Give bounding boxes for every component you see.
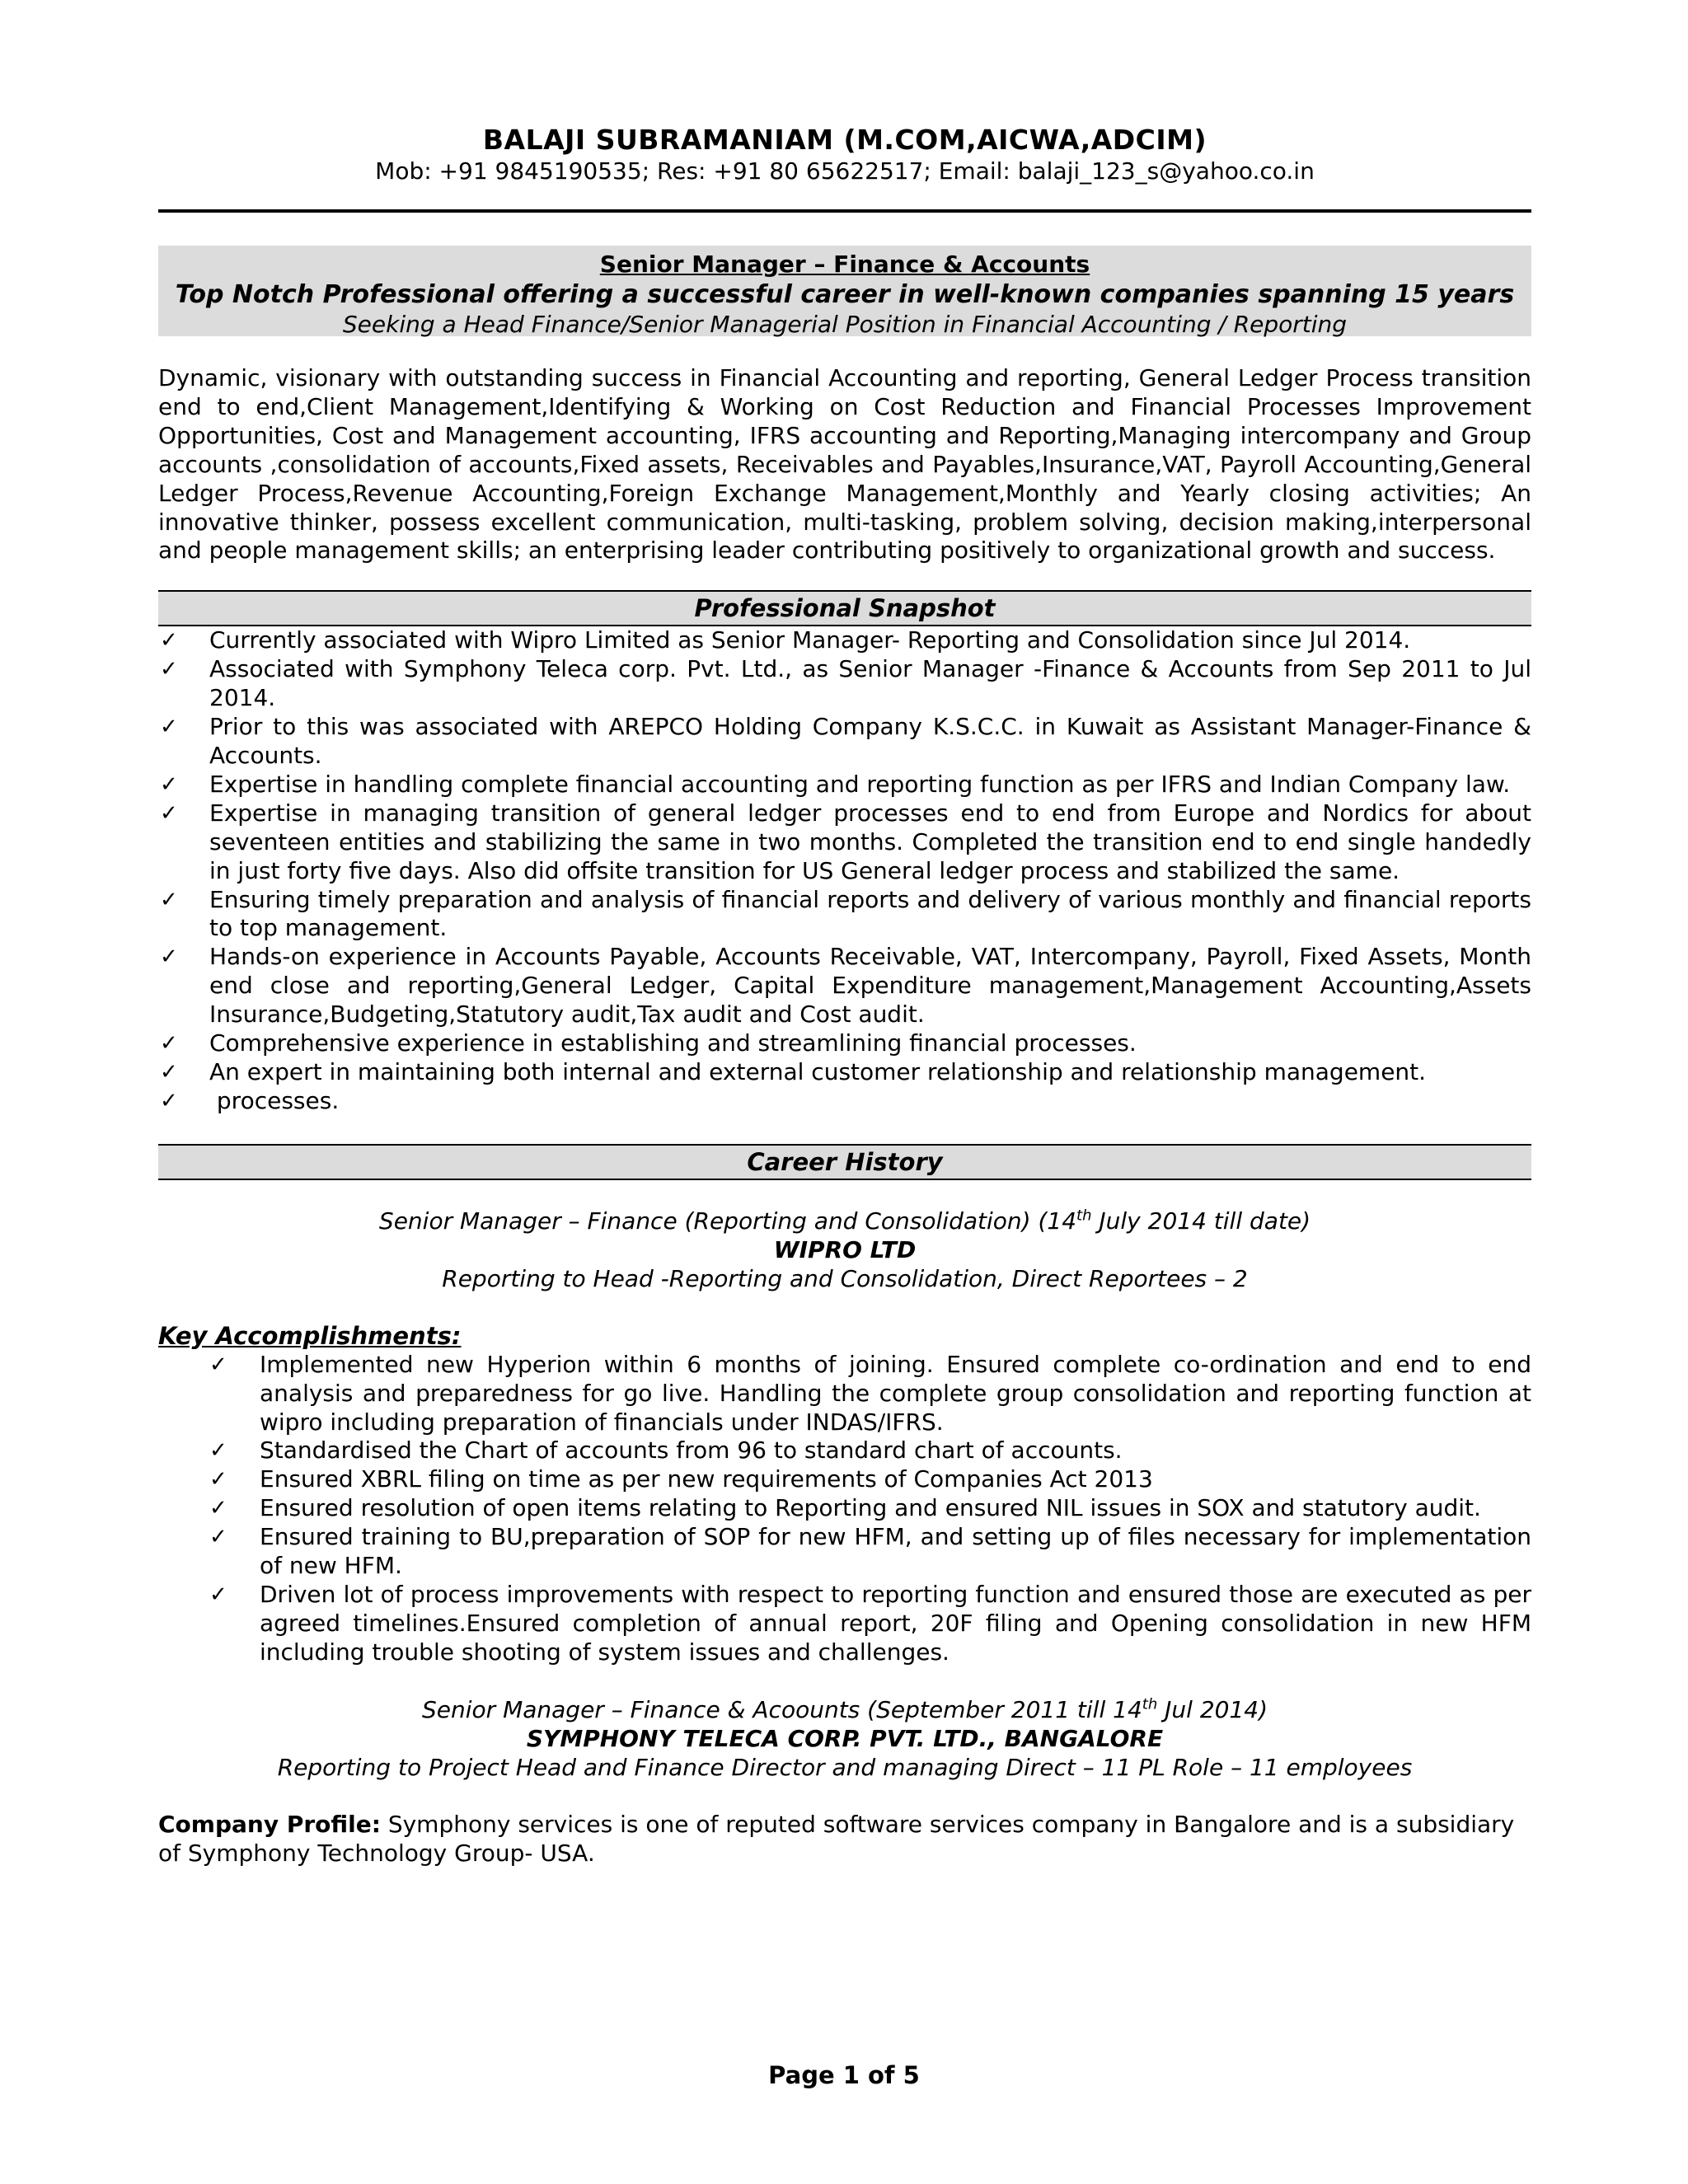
company-name: SYMPHONY TELECA CORP. PVT. LTD., BANGALORE bbox=[526, 1724, 1164, 1752]
job-header-wipro bbox=[158, 1207, 1531, 1293]
list-item: ✓ processes. bbox=[160, 1086, 340, 1114]
list-item: ✓ Hands-on experience in Accounts Payable, Accounts Receivable, VAT, Intercompany, Payroll, Fixed Assets, Month end close and reporting,General Ledger, Capital Expenditure management,Management Accounting,Assets Insurance,Budgeting,Statutory audit,Tax audit and Cost audit. bbox=[160, 943, 1531, 1029]
list-item: ✓ Associated with Symphony Teleca corp. Pvt. Ltd., as Senior Manager -Finance & Accounts from Sep 2011 to Jul 2014. bbox=[160, 655, 1531, 712]
company-profile-label: Company Profile: bbox=[158, 1810, 381, 1838]
check-icon: ✓ bbox=[160, 657, 178, 682]
reporting-line: Reporting to Project Head and Finance Director and managing Direct – 11 PL Role – 11 employees bbox=[277, 1753, 1413, 1781]
reporting-line: Reporting to Head -Reporting and Consolidation, Direct Reportees – 2 bbox=[442, 1264, 1248, 1292]
section-heading-career: Career History bbox=[158, 1144, 1531, 1180]
list-item: ✓ Expertise in managing transition of general ledger processes end to end from Europe and Nordics for about seventeen entities and stabilizing the same in two months. Completed the transition end to end single handedly in just forty five days. Also did offsite transition for US General ledger process and stabilized the same. bbox=[160, 799, 1531, 884]
check-icon: ✓ bbox=[209, 1582, 227, 1607]
check-icon: ✓ bbox=[209, 1352, 227, 1377]
job-title: Senior Manager – Finance & Acoounts (September 2011 till 14th Jul 2014) bbox=[422, 1695, 1268, 1723]
intro-paragraph: Dynamic, visionary with outstanding success in Financial Accounting and reporting, General Ledger Process transition end to end,Client Management,Identifying & Working on Cost Reduction and Financial Processes Improvement Opportunities, Cost and Management accounting, IFRS accounting and Reporting,Managing intercompany and Group accounts ,consolidation of accounts,Fixed assets, Receivables and Payables,Insurance,VAT, Payroll Accounting,General Ledger Process,Revenue Accounting,Foreign Exchange Management,Monthly and Yearly closing activities; An innovative thinker, possess excellent communication, multi-tasking, problem solving, decision making,interpersonal and people management skills; an enterprising leader contributing positively to organizational growth and success. bbox=[158, 364, 1531, 565]
list-item: ✓ Currently associated with Wipro Limited as Senior Manager- Reporting and Consolidation since Jul 2014. bbox=[160, 626, 1411, 654]
company-profile bbox=[158, 1810, 1531, 1868]
check-icon: ✓ bbox=[209, 1438, 227, 1464]
accomplishments-list bbox=[158, 1351, 1531, 1667]
check-icon: ✓ bbox=[160, 1088, 178, 1113]
key-accomplishments-heading: Key Accomplishments: bbox=[158, 1321, 462, 1350]
list-item: ✓ Expertise in handling complete financial accounting and reporting function as per IFRS and Indian Company law. bbox=[160, 770, 1511, 798]
snapshot-list bbox=[158, 626, 1531, 1115]
summary-box bbox=[158, 246, 1531, 336]
seeking-statement: Seeking a Head Finance/Senior Managerial Position in Financial Accounting / Reporting bbox=[342, 311, 1348, 338]
list-item: ✓ Ensured resolution of open items relating to Reporting and ensured NIL issues in SOX and statutory audit. bbox=[209, 1494, 1481, 1522]
list-item: ✓ Driven lot of process improvements with respect to reporting function and ensured those are executed as per agreed timelines.Ensured completion of annual report, 20F filing and Opening consolidation in new HFM including trouble shooting of system issues and challenges. bbox=[209, 1581, 1531, 1666]
company-profile-text: Symphony services is one of reputed software services company in Bangalore and is a subsidiary of Symphony Technology Group- USA. bbox=[158, 1810, 1515, 1867]
resume-page bbox=[158, 0, 1531, 1868]
job-title: Senior Manager – Finance (Reporting and Consolidation) (14th July 2014 till date) bbox=[378, 1207, 1311, 1235]
check-icon: ✓ bbox=[160, 771, 178, 797]
tagline: Top Notch Professional offering a successful career in well-known companies spanning 15 years bbox=[175, 280, 1515, 309]
resume-header bbox=[158, 0, 1531, 186]
check-icon: ✓ bbox=[209, 1467, 227, 1493]
contact-details: Mob: +91 9845190535; Res: +91 80 65622517; Email: balaji_123_s@yahoo.co.in bbox=[375, 157, 1315, 185]
list-item: ✓ Prior to this was associated with AREPCO Holding Company K.S.C.C. in Kuwait as Assistant Manager-Finance & Accounts. bbox=[160, 713, 1531, 769]
check-icon: ✓ bbox=[160, 628, 178, 654]
job-header-symphony bbox=[158, 1695, 1531, 1782]
section-heading-snapshot: Professional Snapshot bbox=[158, 590, 1531, 626]
list-item: ✓ Standardised the Chart of accounts from 96 to standard chart of accounts. bbox=[209, 1436, 1123, 1465]
check-icon: ✓ bbox=[160, 715, 178, 740]
check-icon: ✓ bbox=[209, 1496, 227, 1521]
check-icon: ✓ bbox=[160, 887, 178, 912]
target-role: Senior Manager – Finance & Accounts bbox=[599, 251, 1090, 278]
check-icon: ✓ bbox=[209, 1525, 227, 1550]
list-item: ✓ Ensured XBRL filing on time as per new requirements of Companies Act 2013 bbox=[209, 1465, 1153, 1493]
candidate-name: BALAJI SUBRAMANIAM (M.COM,AICWA,ADCIM) bbox=[482, 124, 1207, 156]
list-item: ✓ Ensuring timely preparation and analysis of financial reports and delivery of various monthly and financial reports to top management. bbox=[160, 885, 1531, 942]
list-item: ✓ Implemented new Hyperion within 6 months of joining. Ensured complete co-ordination and end to end analysis and preparedness for go live. Handling the complete group consolidation and reporting function at wipro including preparation of financials under INDAS/IFRS. bbox=[209, 1350, 1531, 1436]
company-name: WIPRO LTD bbox=[773, 1235, 917, 1263]
check-icon: ✓ bbox=[160, 1059, 178, 1085]
check-icon: ✓ bbox=[160, 800, 178, 826]
list-item: ✓ Ensured training to BU,preparation of SOP for new HFM, and setting up of files necessary for implementation of new HFM. bbox=[209, 1523, 1531, 1580]
header-divider bbox=[158, 209, 1531, 213]
check-icon: ✓ bbox=[160, 944, 178, 970]
list-item: ✓ An expert in maintaining both internal and external customer relationship and relationship management. bbox=[160, 1057, 1427, 1085]
check-icon: ✓ bbox=[160, 1031, 178, 1057]
page-number: Page 1 of 5 bbox=[768, 2061, 920, 2089]
list-item: ✓ Comprehensive experience in establishing and streamlining financial processes. bbox=[160, 1029, 1137, 1057]
